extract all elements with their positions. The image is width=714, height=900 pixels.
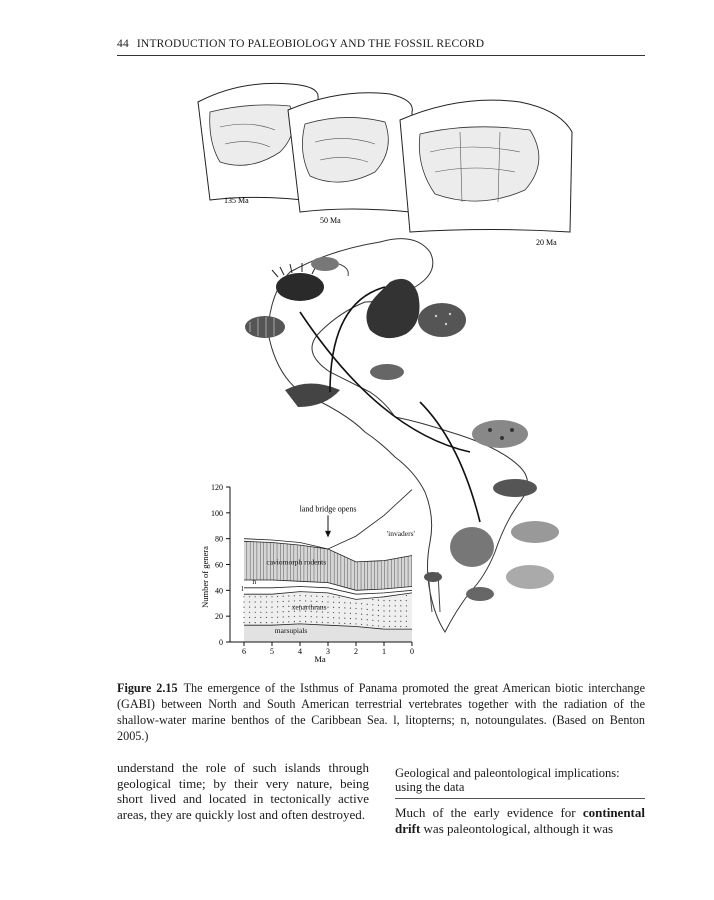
stipple-dot — [283, 596, 284, 597]
stipple-dot — [389, 626, 390, 627]
stipple-dot — [243, 607, 244, 608]
stipple-dot — [277, 601, 278, 602]
stipple-dot — [333, 617, 334, 618]
paleomap-50ma — [288, 93, 412, 212]
stipple-dot — [361, 614, 362, 615]
caption-label: Figure 2.15 — [117, 681, 178, 695]
stipple-dot — [333, 602, 334, 603]
band-label--invaders-: 'invaders' — [386, 529, 415, 539]
y-tick-label: 120 — [211, 483, 223, 492]
stipple-dot — [283, 601, 284, 602]
stipple-dot — [316, 616, 317, 617]
stipple-dot — [395, 610, 396, 611]
stipple-dot — [305, 600, 306, 601]
stipple-dot — [288, 616, 289, 617]
stipple-dot — [249, 607, 250, 608]
stipple-dot — [389, 616, 390, 617]
stipple-dot — [372, 615, 373, 616]
stipple-dot — [260, 596, 261, 597]
stipple-dot — [294, 595, 295, 596]
stipple-dot — [271, 607, 272, 608]
stipple-dot — [288, 595, 289, 596]
jaguar-icon — [472, 420, 528, 448]
annotation-arrowhead — [325, 531, 331, 537]
y-tick-label: 20 — [215, 612, 223, 622]
box-paragraph — [395, 805, 645, 836]
stipple-dot — [395, 605, 396, 606]
stipple-dot — [277, 606, 278, 607]
stipple-dot — [350, 618, 351, 619]
caption-text: The emergence of the Isthmus of Panama promoted the great American biotic interchange (GABI) between North and South American terrestrial vertebrates together with the radiation of the shallow-water marine benthos of the Caribbean Sea. l, litopterns; n, notoungulates. (Based on Benton 2005.) — [117, 681, 645, 743]
body-left-column — [117, 760, 369, 822]
stipple-dot — [372, 620, 373, 621]
stipple-dot — [255, 596, 256, 597]
genera-chart — [200, 483, 416, 664]
stipple-dot — [383, 610, 384, 611]
stipple-dot — [378, 620, 379, 621]
stipple-dot — [395, 600, 396, 601]
stipple-dot — [378, 610, 379, 611]
stipple-dot — [383, 605, 384, 606]
stipple-dot — [283, 616, 284, 617]
stipple-dot — [327, 607, 328, 608]
stipple-dot — [305, 595, 306, 596]
stipple-dot — [406, 621, 407, 622]
stipple-dot — [322, 617, 323, 618]
stipple-dot — [339, 617, 340, 618]
stipple-dot — [400, 605, 401, 606]
x-tick-label: 6 — [242, 647, 246, 656]
stipple-dot — [406, 600, 407, 601]
band-label-xenarthrans: xenarthrans — [291, 602, 327, 612]
stipple-dot — [283, 622, 284, 623]
stipple-dot — [350, 623, 351, 624]
stipple-dot — [299, 616, 300, 617]
stipple-dot — [400, 626, 401, 627]
map-label-20ma: 20 Ma — [536, 238, 557, 247]
stipple-dot — [316, 622, 317, 623]
stipple-dot — [271, 622, 272, 623]
stipple-dot — [311, 595, 312, 596]
stipple-dot — [249, 601, 250, 602]
stipple-dot — [361, 603, 362, 604]
stipple-dot — [288, 621, 289, 622]
opossum-icon — [311, 257, 348, 276]
stipple-dot — [260, 622, 261, 623]
stipple-dot — [333, 612, 334, 613]
stipple-dot — [243, 617, 244, 618]
stipple-dot — [288, 606, 289, 607]
stipple-dot — [260, 617, 261, 618]
ground-sloth-icon — [366, 279, 419, 338]
y-tick-label: 0 — [219, 638, 223, 647]
x-tick-label: 0 — [410, 647, 414, 656]
x-tick-label: 1 — [382, 647, 386, 656]
stipple-dot — [378, 600, 379, 601]
x-tick-label: 5 — [270, 647, 274, 656]
y-tick-label: 60 — [215, 560, 223, 570]
stipple-dot — [383, 626, 384, 627]
stipple-dot — [389, 621, 390, 622]
x-tick-label: 2 — [354, 647, 358, 656]
map-label-50ma: 50 Ma — [320, 216, 341, 225]
stipple-dot — [378, 615, 379, 616]
stipple-dot — [277, 611, 278, 612]
mastodon-icon — [450, 527, 494, 567]
y-tick-label: 80 — [215, 534, 223, 544]
stipple-dot — [271, 612, 272, 613]
raccoon-icon — [493, 479, 537, 497]
stipple-dot — [344, 618, 345, 619]
land-bridge-annotation: land bridge opens — [299, 504, 357, 514]
horse-icon — [506, 565, 554, 589]
stipple-dot — [355, 623, 356, 624]
stipple-dot — [299, 600, 300, 601]
stipple-dot — [339, 623, 340, 624]
body-paragraph: understand the role of such islands through geological time; by their very nature, being short lived and located in tectonically active areas, they are quickly lost and often destroyed. — [117, 760, 369, 822]
stipple-dot — [367, 624, 368, 625]
stipple-dot — [255, 607, 256, 608]
stipple-dot — [383, 600, 384, 601]
stipple-dot — [389, 600, 390, 601]
stipple-dot — [266, 612, 267, 613]
header-rule — [117, 55, 645, 56]
stipple-dot — [271, 601, 272, 602]
stipple-dot — [344, 612, 345, 613]
running-header — [117, 38, 645, 50]
stipple-dot — [355, 613, 356, 614]
y-tick-label: 40 — [215, 586, 223, 596]
term-continental: continental — [582, 805, 645, 820]
stipple-dot — [266, 617, 267, 618]
deer-icon — [466, 587, 494, 601]
stipple-dot — [400, 621, 401, 622]
stipple-dot — [260, 607, 261, 608]
stipple-dot — [288, 611, 289, 612]
stipple-dot — [367, 619, 368, 620]
x-tick-label: 4 — [298, 647, 302, 656]
stipple-dot — [311, 621, 312, 622]
running-title: INTRODUCTION TO PALEOBIOLOGY AND THE FOSSIL RECORD — [136, 38, 485, 50]
stipple-dot — [350, 602, 351, 603]
stipple-dot — [350, 613, 351, 614]
stipple-dot — [372, 599, 373, 600]
map-label-135ma: 135 Ma — [224, 196, 249, 205]
stipple-dot — [372, 625, 373, 626]
stipple-dot — [344, 602, 345, 603]
stipple-dot — [406, 605, 407, 606]
stipple-dot — [271, 596, 272, 597]
stipple-dot — [355, 608, 356, 609]
glyptodont-icon — [418, 303, 466, 337]
stipple-dot — [361, 624, 362, 625]
stipple-dot — [294, 600, 295, 601]
stipple-dot — [400, 616, 401, 617]
stipple-dot — [327, 622, 328, 623]
page-number: 44 — [117, 38, 129, 50]
stipple-dot — [383, 621, 384, 622]
stipple-dot — [255, 612, 256, 613]
stipple-dot — [389, 605, 390, 606]
stipple-dot — [367, 604, 368, 605]
stipple-dot — [327, 612, 328, 613]
figure-caption — [117, 680, 645, 744]
armadillo-icon — [245, 316, 285, 338]
band-label-n: n — [252, 576, 257, 586]
stipple-dot — [249, 622, 250, 623]
paleomap-20ma — [400, 100, 572, 232]
stipple-dot — [322, 622, 323, 623]
capybara-icon — [370, 364, 404, 380]
figure-illustration — [180, 72, 600, 672]
stipple-dot — [266, 607, 267, 608]
stipple-dot — [271, 617, 272, 618]
stipple-dot — [333, 596, 334, 597]
stipple-dot — [294, 616, 295, 617]
stipple-dot — [400, 600, 401, 601]
stipple-dot — [249, 617, 250, 618]
stipple-dot — [406, 626, 407, 627]
y-axis-label: Number of genera — [200, 546, 210, 608]
stipple-dot — [288, 601, 289, 602]
stipple-dot — [277, 622, 278, 623]
term-drift: drift — [395, 820, 421, 836]
stipple-dot — [400, 610, 401, 611]
stipple-dot — [260, 601, 261, 602]
stipple-dot — [333, 607, 334, 608]
stipple-dot — [243, 612, 244, 613]
stipple-dot — [327, 596, 328, 597]
box-text-end: was paleontological, although it was — [420, 820, 614, 836]
stipple-dot — [322, 596, 323, 597]
stipple-dot — [367, 614, 368, 615]
stipple-dot — [255, 601, 256, 602]
stipple-dot — [243, 596, 244, 597]
stipple-dot — [260, 612, 261, 613]
box-column — [395, 766, 645, 836]
stipple-dot — [350, 608, 351, 609]
stipple-dot — [339, 602, 340, 603]
stipple-dot — [311, 601, 312, 602]
stipple-dot — [294, 621, 295, 622]
stipple-dot — [283, 606, 284, 607]
x-axis-label: Ma — [314, 654, 326, 664]
stipple-dot — [395, 626, 396, 627]
box-text-start: Much of the early evidence for — [395, 805, 583, 820]
stipple-dot — [406, 610, 407, 611]
stipple-dot — [355, 618, 356, 619]
y-tick-label: 100 — [211, 508, 223, 518]
band-label-marsupials: marsupials — [274, 625, 308, 635]
stipple-dot — [249, 596, 250, 597]
stipple-dot — [406, 616, 407, 617]
stipple-dot — [361, 608, 362, 609]
stipple-dot — [305, 616, 306, 617]
stipple-dot — [255, 622, 256, 623]
stipple-dot — [299, 621, 300, 622]
stipple-dot — [283, 611, 284, 612]
stipple-dot — [378, 625, 379, 626]
stipple-dot — [339, 607, 340, 608]
stipple-dot — [266, 596, 267, 597]
stipple-dot — [372, 609, 373, 610]
stipple-dot — [255, 617, 256, 618]
stipple-dot — [344, 623, 345, 624]
stipple-dot — [361, 619, 362, 620]
stipple-dot — [378, 605, 379, 606]
stipple-dot — [355, 603, 356, 604]
anteater-icon — [285, 384, 340, 408]
stipple-dot — [266, 622, 267, 623]
sabertooth-icon — [511, 521, 559, 543]
stipple-dot — [249, 612, 250, 613]
stipple-dot — [367, 609, 368, 610]
stipple-dot — [406, 595, 407, 596]
stipple-dot — [383, 616, 384, 617]
stipple-dot — [327, 617, 328, 618]
stipple-dot — [311, 616, 312, 617]
stipple-dot — [344, 607, 345, 608]
stipple-dot — [327, 601, 328, 602]
stipple-dot — [277, 596, 278, 597]
stipple-dot — [339, 612, 340, 613]
stipple-dot — [316, 596, 317, 597]
stipple-dot — [305, 621, 306, 622]
box-title: Geological and paleontological implications: using the data — [395, 766, 645, 799]
band-label-caviomorph-rodents: caviomorph rodents — [266, 557, 327, 567]
band-label-l: l — [241, 583, 244, 593]
stipple-dot — [299, 595, 300, 596]
stipple-dot — [395, 621, 396, 622]
stipple-dot — [395, 616, 396, 617]
stipple-dot — [243, 622, 244, 623]
stipple-dot — [372, 604, 373, 605]
stipple-dot — [243, 601, 244, 602]
stipple-dot — [277, 617, 278, 618]
stipple-dot — [339, 597, 340, 598]
stipple-dot — [389, 610, 390, 611]
x-tick-label: 3 — [326, 647, 330, 656]
stipple-dot — [333, 622, 334, 623]
stipple-dot — [266, 601, 267, 602]
